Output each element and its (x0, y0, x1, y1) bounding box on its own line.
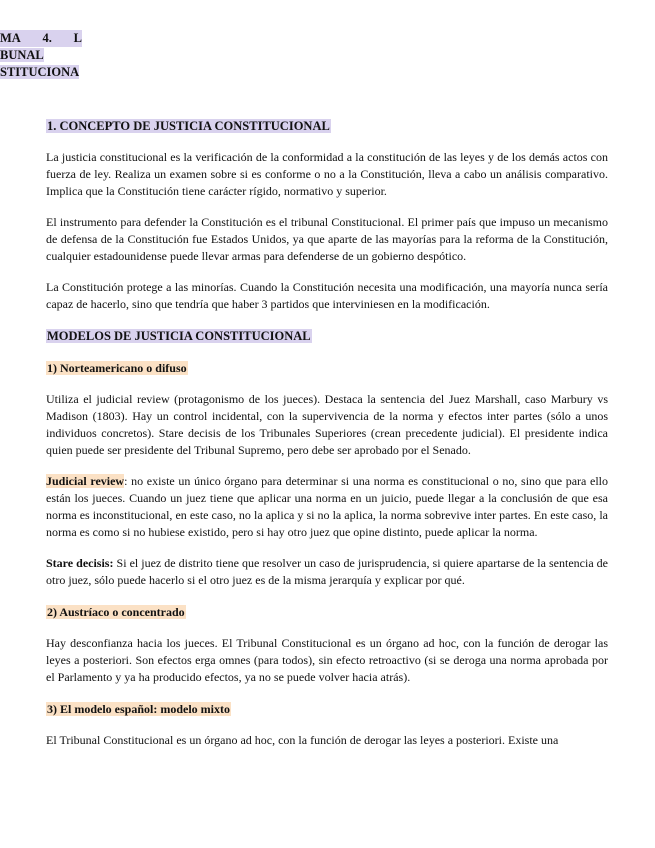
subheading-norteamericano: 1) Norteamericano o difuso (47, 361, 187, 375)
paragraph-norteamericano-1: Utiliza el judicial review (protagonismo de los jueces). Destaca la sentencia del Juez Marshall, caso Marbury vs Madison (1803). Hay un control incidental, con la supervivencia de la norma y efectos inter partes (sólo a unos individuos concretos). Stare decisis de los Tribunales Superiores (crean precedente judicial). El presidente indica quien puede ser presidente del Tribunal Supremo, pero debe ser aprobado por el Senado. (46, 392, 608, 457)
section-heading-concepto: 1. CONCEPTO DE JUSTICIA CONSTITUCIONAL (47, 119, 330, 133)
chapter-title-line-3: STITUCIONA (0, 65, 80, 79)
subheading-espanol: 3) El modelo español: modelo mixto (47, 702, 230, 716)
term-judicial-review: Judicial review (46, 474, 125, 488)
paragraph-judicial-review (46, 473, 608, 541)
paragraph-concepto-2: El instrumento para defender la Constitución es el tribunal Constitucional. El primer país que impuso un mecanismo de defensa de la Constitución fue Estados Unidos, ya que aparte de las mayorías para la reforma de la Constitución, cualquier estadounidense puede llevar armas para defenderse de un gobierno despótico. (46, 215, 608, 263)
chapter-title-word-3: L (73, 31, 82, 45)
subheading-austriaco: 2) Austríaco o concentrado (47, 605, 185, 619)
paragraph-austriaco-1: Hay desconfianza hacia los jueces. El Tribunal Constitucional es un órgano ad hoc, con la función de derogar las leyes a posteriori. Son efectos erga omnes (para todos), sin efecto retroactivo (si se deroga una norma aprobada por el Parlamento y ya ha producido efectos, ya no se puede volver hacia atrás). (46, 636, 608, 684)
chapter-title (0, 30, 90, 81)
stare-decisis-text: Si el juez de distrito tiene que resolver un caso de jurisprudencia, si quiere apartarse de la sentencia de otro juez, sólo puede hacerlo si el otro juez es de la misma jerarquía y explicar por qué. (46, 556, 609, 587)
section-heading-modelos: MODELOS DE JUSTICIA CONSTITUCIONAL (47, 329, 311, 343)
chapter-title-word-2: 4. (42, 31, 52, 45)
chapter-title-word-1: MA (0, 31, 21, 45)
term-stare-decisis: Stare decisis: (46, 556, 114, 570)
paragraph-stare-decisis (46, 555, 608, 589)
paragraph-espanol-1: El Tribunal Constitucional es un órgano ad hoc, con la función de derogar las leyes a posteriori. Existe una (46, 733, 559, 747)
paragraph-concepto-3: La Constitución protege a las minorías. Cuando la Constitución necesita una modificación, una mayoría nunca sería capaz de hacerlo, sino que tendría que haber 3 partidos que interviniesen en la modificación. (46, 280, 608, 311)
chapter-title-line-2: BUNAL (0, 48, 44, 62)
judicial-review-text: : no existe un único órgano para determinar si una norma es constitucional o no, sino que para ello están los jueces. Cuando un juez tiene que aplicar una norma en un juicio, puede llegar a la conclusión de que esa norma es inconstitucional, en este caso, no la aplica y si no la aplica, la norma sobrevive inter partes. En este caso, la norma es como si no hubiese existido, pero si hay otro juez que opine distinto, puede aplicar la norma. (46, 474, 609, 539)
document-body (46, 117, 608, 763)
paragraph-concepto-1: La justicia constitucional es la verificación de la conformidad a la constitución de las leyes y de los demás actos con fuerza de ley. Realiza un examen sobre si es conforme o no a la Constitución, lleva a cabo un análisis comparativo. Implica que la Constitución tiene carácter rígido, normativo y superior. (46, 150, 608, 198)
chapter-title-line-1 (0, 30, 82, 47)
